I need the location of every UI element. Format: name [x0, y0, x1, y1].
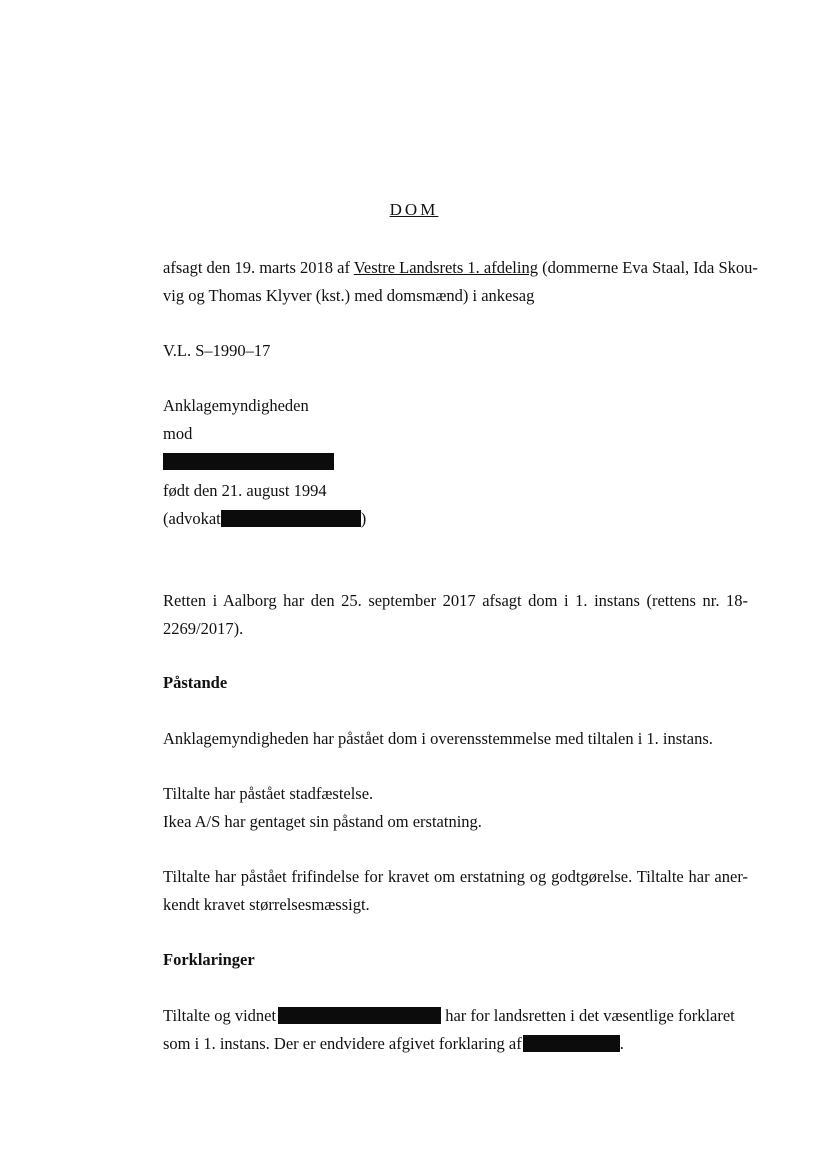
redacted-person-name [523, 1035, 620, 1052]
explanations-text-a: Tiltalte og vidnet [163, 1006, 277, 1025]
claims-paragraph-3b: kendt kravet størrelsesmæssigt. [163, 895, 370, 914]
explanations-heading: Forklaringer [163, 950, 255, 969]
redacted-defendant-name [163, 453, 334, 470]
claims-paragraph-3a: Tiltalte har påstået frifindelse for kravet om erstatning og godtgørelse. Tiltalte har aner- [163, 867, 748, 886]
lawyer-close: ) [360, 509, 367, 528]
court-name: Vestre Landsrets 1. afdeling [353, 258, 538, 277]
claims-paragraph-1: Anklagemyndigheden har påstået dom i overensstemmelse med tiltalen i 1. instans. [163, 729, 713, 748]
case-number: V.L. S–1990–17 [163, 341, 271, 360]
prosecutor-party: Anklagemyndigheden [163, 396, 309, 415]
intro-text-b: (dommerne Eva Staal, Ida Skou- [537, 258, 758, 277]
claims-paragraph-2a: Tiltalte har påstået stadfæstelse. [163, 784, 374, 803]
explanations-line-1 [163, 1006, 735, 1026]
intro-line-1 [163, 258, 758, 278]
birth-date: født den 21. august 1994 [163, 481, 327, 500]
intro-text-a: afsagt den 19. marts 2018 af [163, 258, 354, 277]
lawyer-open: (advokat [163, 509, 221, 528]
redacted-witness-name [278, 1007, 441, 1024]
defense-lawyer [163, 509, 366, 529]
intro-line-2: vig og Thomas Klyver (kst.) med domsmænd) i ankesag [163, 286, 535, 305]
explanations-text-d: . [619, 1034, 624, 1053]
claims-heading: Påstande [163, 673, 228, 692]
explanations-text-b: har for landsretten i det væsentlige forklaret [441, 1006, 735, 1025]
claims-paragraph-2b: Ikea A/S har gentaget sin påstand om erstatning. [163, 812, 482, 831]
explanations-text-c: som i 1. instans. Der er endvidere afgivet forklaring af [163, 1034, 522, 1053]
first-instance-line-2: 2269/2017). [163, 619, 244, 638]
page-title: DOM [389, 200, 439, 219]
explanations-line-2 [163, 1034, 624, 1054]
versus-label: mod [163, 424, 193, 443]
first-instance-line-1: Retten i Aalborg har den 25. september 2017 afsagt dom i 1. instans (rettens nr. 18- [163, 591, 748, 610]
redacted-lawyer-name [221, 510, 361, 527]
